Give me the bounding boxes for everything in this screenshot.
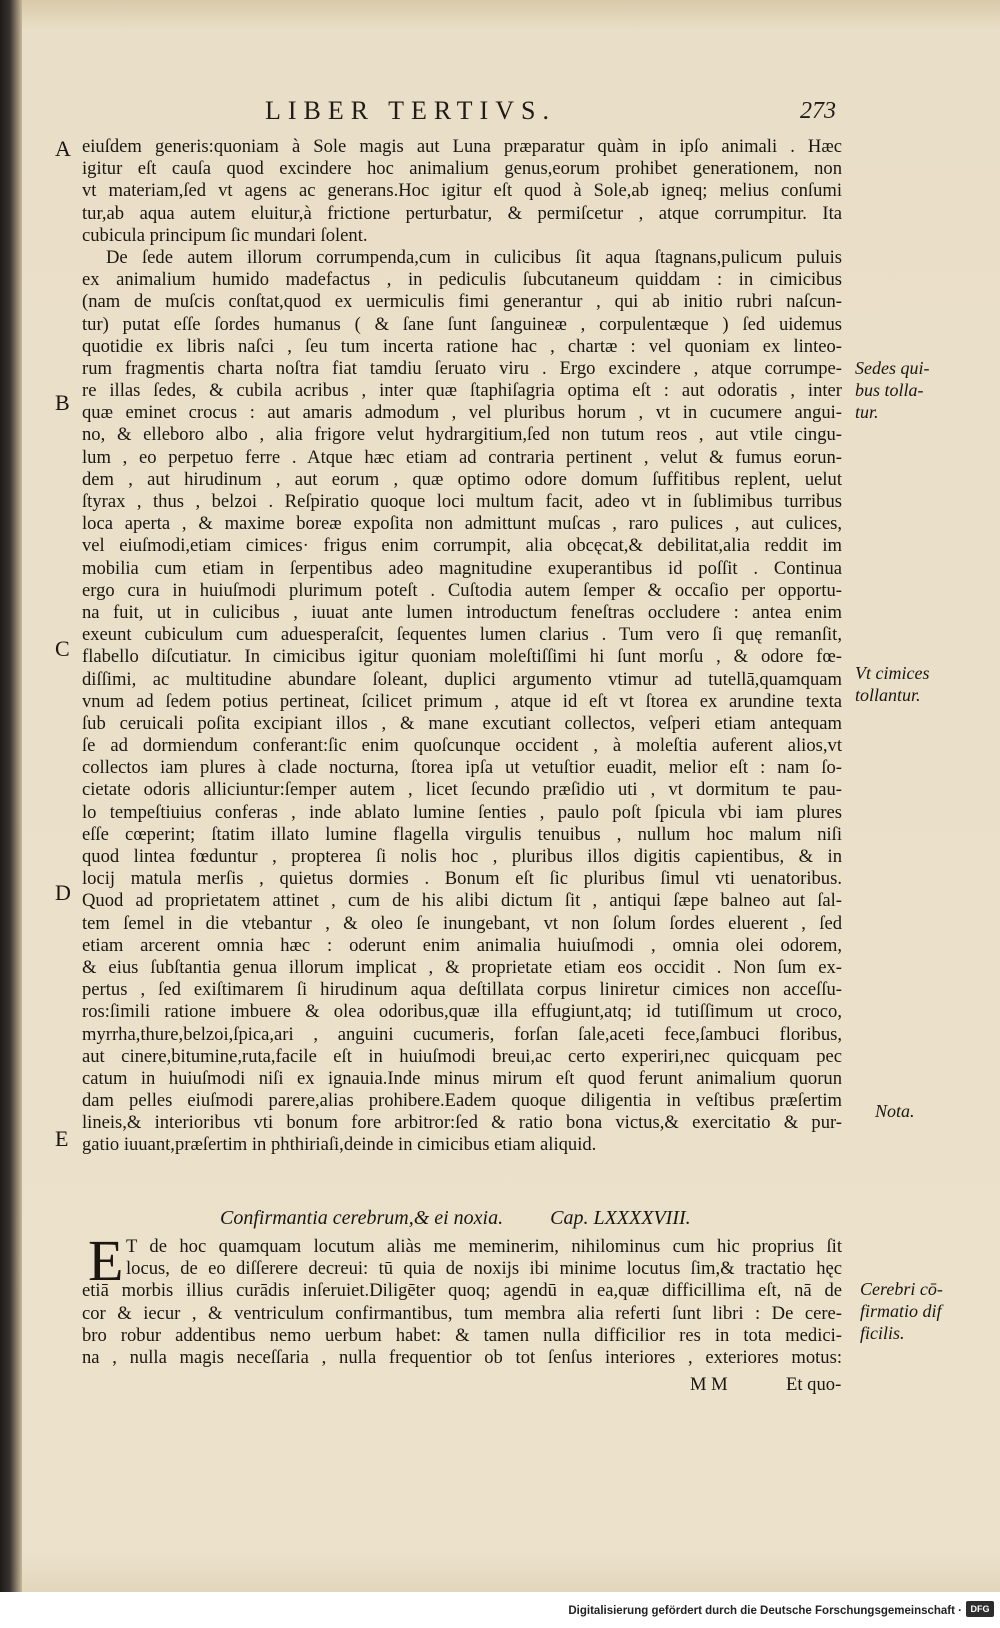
section-letter-a: A xyxy=(55,136,71,161)
text-line: tem ſemel in die vtebantur , & oleo ſe inungebant, vt non ſolum ſordes eluerent , ſed xyxy=(82,912,842,934)
drop-cap: E xyxy=(88,1228,124,1293)
chapter-text-line: bro robur addentibus nemo uerbum habet: & tamen nulla difficilior res in tota medici- xyxy=(82,1324,842,1346)
text-line: exeunt cubiculum cum aduesperaſcit, ſequentes lumen clarius . Tum vero ſi quę remanſit, xyxy=(82,624,842,646)
text-line: no, & elleboro albo , alia frigore velut hydrargitium,ſed non tutum reos , aut vtile cingu- xyxy=(82,424,842,446)
text-line: ergo cura in huiuſmodi plurimum poteſt . Cuſtodia autem ſemper & occaſio per opportu- xyxy=(82,579,842,601)
text-line: eſſe cœperint; ſtatim illato lumine flagella virgulis tenuibus , nullum hoc malum niſi xyxy=(82,823,842,845)
margin-note-cerebri xyxy=(860,1278,943,1344)
text-line: locij matula merſis , quietus dormies . Bonum eſt ſic pluribus ſimul vti uenatoribus. xyxy=(82,868,842,890)
section-letter-c: C xyxy=(55,636,70,661)
text-line: cietate odoris alliciuntur:ſemper autem , licet ſecundo præſidio uti , vt dormitum te pau- xyxy=(82,779,842,801)
text-line: flabello diſcutiatur. In cimicibus igitur quoniam moleſtiſſimi hi ſunt morſu , & odore fœ- xyxy=(82,646,842,668)
signature-mark: M M xyxy=(690,1374,728,1395)
chapter-number: Cap. LXXXXVIII. xyxy=(550,1207,691,1229)
dfg-logo: DFG xyxy=(966,1601,994,1617)
text-line: & eius ſubſtantia genua illorum implicat , & proprietate etiam eos occidit . Non ſum ex- xyxy=(82,956,842,978)
text-line: na fuit, ut in culicibus , iuuat ante lumen introductum feneſtras occludere : antea enim xyxy=(82,601,842,623)
chapter-text-line: etiā morbis illius curādis inſeruiet.Diligēter quoq; agendū in ea,quæ difficillima eſt, nā de xyxy=(82,1280,842,1302)
chapter-text-line: locus, de eo diſſerere decreui: tū quia de noxijs ibi minime locutus ſim,& tractatio hęc xyxy=(126,1258,842,1280)
text-line: etiam arcerent omnia hæc : oderunt enim animalia huiuſmodi , omnia olei odorem, xyxy=(82,934,842,956)
chapter-body xyxy=(82,1236,842,1369)
text-line: igitur eſt cauſa quod excindere hoc animalium genus,eorum prohibet generationem, non xyxy=(82,158,842,180)
chapter-title: Confirmantia cerebrum,& ei noxia. xyxy=(220,1207,504,1229)
catchword: Et quo- xyxy=(786,1374,842,1395)
margin-note-line: Nota. xyxy=(875,1101,915,1121)
text-line: tur) putat eſſe ſordes humanus ( & ſane ſunt ſanguineæ , corpulentæque ) ſed uidemus xyxy=(82,313,842,335)
text-line: lum , eo perpetuo ferre . Atque hæc etiam ad contraria pertinent , velut & fumus eorun- xyxy=(82,446,842,468)
text-line: gatio iuuant,præſertim in phthiriaſi,deinde in cimicibus etiam aliquid. xyxy=(82,1134,597,1156)
margin-note-nota xyxy=(875,1100,915,1122)
text-line: lineis,& interioribus vti bonum fore arbitror:ſed & ratio bona victus,& exercitatio & pur- xyxy=(82,1112,842,1134)
margin-note-line: Sedes qui- xyxy=(855,358,930,378)
chapter-heading xyxy=(220,1207,691,1230)
margin-note-line: tollantur. xyxy=(855,685,921,705)
text-line: ſe ad dormiendum conferant:ſic enim quoſcunque occident , à moleſtia auferent alios,vt xyxy=(82,735,842,757)
margin-note-line: Cerebri cō- xyxy=(860,1279,943,1299)
margin-note-sedes xyxy=(855,357,929,423)
text-line: vel eiuſmodi,etiam cimices· frigus enim corrumpit, alia obcęcat,& debilitat,alia reddit im xyxy=(82,535,842,557)
text-line: collectos iam plures à clade nocturna, ſtorea ipſa ut vetuſtior euadit, melior eſt : nam ſo- xyxy=(82,757,842,779)
text-line: ex animalium humido madefactus , in pediculis ſubcutaneum quiddam : in cimicibus xyxy=(82,269,842,291)
text-line: cubicula principum ſic mundari ſolent. xyxy=(82,224,368,246)
text-line: re illas ſedes, & cubila acribus , inter quæ ſtaphiſagria optima eſt : aut odoratis , inter xyxy=(82,380,842,402)
chapter-text-line: na , nulla magis neceſſaria , nulla frequentior ob tot ſenſus interiores , exteriores motus: xyxy=(82,1346,842,1368)
chapter-text-line: T de hoc quamquam locutum aliàs me meminerim, nihilominus cum hic proprius ſit xyxy=(126,1236,842,1257)
text-line: De ſede autem illorum corrumpenda,cum in culicibus ſit aqua ſtagnans,pulicum puluis xyxy=(106,246,842,268)
margin-note-line: tur. xyxy=(855,402,879,422)
text-line: rum fragmentis charta noſtra fiat tamdiu ſeruato viru . Ergo excindere , atque corrumpe- xyxy=(82,357,842,379)
text-line: myrrha,thure,belzoi,ſpica,ari , anguini cucumeris, forſan ſale,aceti fece,ſambuci floribus, xyxy=(82,1023,842,1045)
footer-bar xyxy=(0,1592,1000,1628)
margin-note-line: firmatio dif xyxy=(860,1301,942,1321)
margin-note-line: bus tolla- xyxy=(855,380,924,400)
section-letter-e: E xyxy=(55,1126,69,1151)
text-line: vnum ad ſedem potius pertineat, ſcilicet primum , atque id eſt vt ſtorea ex arundine texta xyxy=(82,690,842,712)
running-title: LIBER TERTIVS. xyxy=(265,96,556,125)
section-letter-b: B xyxy=(55,390,70,415)
page-number: 273 xyxy=(800,98,836,124)
text-line: dem , aut hirudinum , aut eorum , quæ optimo odore domum ſuffitibus replent, uelut xyxy=(82,468,842,490)
text-line: ſub ceruicali poſita excipiant illos , & mane excutiant collectos, veſperi etiam antequam xyxy=(82,712,842,734)
margin-note-line: Vt cimices xyxy=(855,663,930,683)
text-line: quod lintea fœduntur , propterea ſi nolis hoc , pluribus illos digitis capientibus, & in xyxy=(82,846,842,867)
text-line: aut cinere,bitumine,ruta,facile eſt in huiuſmodi breui,ac certo experiri,nec quicquam pec xyxy=(82,1045,842,1067)
margin-note-line: ficilis. xyxy=(860,1323,905,1343)
margin-note-cimices xyxy=(855,662,929,706)
text-line: ſtyrax , thus , belzoi . Reſpiratio quoque loci multum facit, adeo vt in ſublimibus turribus xyxy=(82,491,842,512)
section-letter-d: D xyxy=(55,880,71,905)
text-line: Quod ad proprietatem attinet , cum de his alibi dictum ſit , antiqui ſæpe balneo aut ſal- xyxy=(82,890,842,912)
text-line: tur,ab aqua autem eluitur,à frictione perturbatur, & permiſcetur , atque corrumpitur. Ita xyxy=(82,202,842,224)
running-head xyxy=(0,96,1000,126)
text-line: quotidie ex libris naſci , ſeu tum incerta ratione hac , chartæ : vel quoniam ex linteo- xyxy=(82,335,842,357)
text-line: lo tempeſtiuius conferas , inde ablato lumine ſenties , paulo poſt ſpicula vbi iam plures xyxy=(82,801,842,823)
chapter-text-line: cor & iecur , & ventriculum confirmantibus, tum membra alia referti ſunt libri : De cere- xyxy=(82,1302,842,1324)
text-line: quæ eminet crocus : aut amaris admodum , vel pluribus horum , vt in cucumere angui- xyxy=(82,402,842,424)
body-text xyxy=(82,136,842,1157)
text-line: loca aperta , & maxime boreæ expoſita non admittunt muſcas , raro pulices , aut culices, xyxy=(82,513,842,535)
text-line: diſſimi, ac multitudine abundare ſoleant, duplici argumento vtimur ad tutellā,quamquam xyxy=(82,668,842,690)
text-line: catum in huiuſmodi niſi ex ignauia.Inde minus mirum eſt quod ferunt animalium quorun xyxy=(82,1067,842,1089)
text-line: pertus , ſed exiſtimarem ſi hirudinum aqua deſtillata corpus liniretur cimices non acceſſu- xyxy=(82,979,842,1001)
text-line: dam pelles eiuſmodi parere,alias prohibere.Eadem quoque diligentia in veſtibus præſertim xyxy=(82,1090,842,1112)
text-line: eiuſdem generis:quoniam à Sole magis aut Luna præparatur quàm in ipſo animali . Hæc xyxy=(82,136,842,157)
text-line: vt materiam,ſed vt agens ac generans.Hoc igitur eſt quod à Sole,ab igneq; melius conſumi xyxy=(82,180,842,202)
text-line: ros:ſimili ratione imbuere & olea odoribus,quæ illa effugiunt,atq; id tutiſſimum ut croco, xyxy=(82,1001,842,1023)
text-line: mobilia cum etiam in ſerpentibus adeo magnitudine exuperantibus id poſſit . Continua xyxy=(82,557,842,579)
text-line: (nam de muſcis conſtat,quod ex uermiculis fimi generantur , qui ab initio rubri naſcun- xyxy=(82,291,842,313)
funding-credit: Digitalisierung gefördert durch die Deutsche Forschungsgemeinschaft · xyxy=(568,1605,962,1617)
